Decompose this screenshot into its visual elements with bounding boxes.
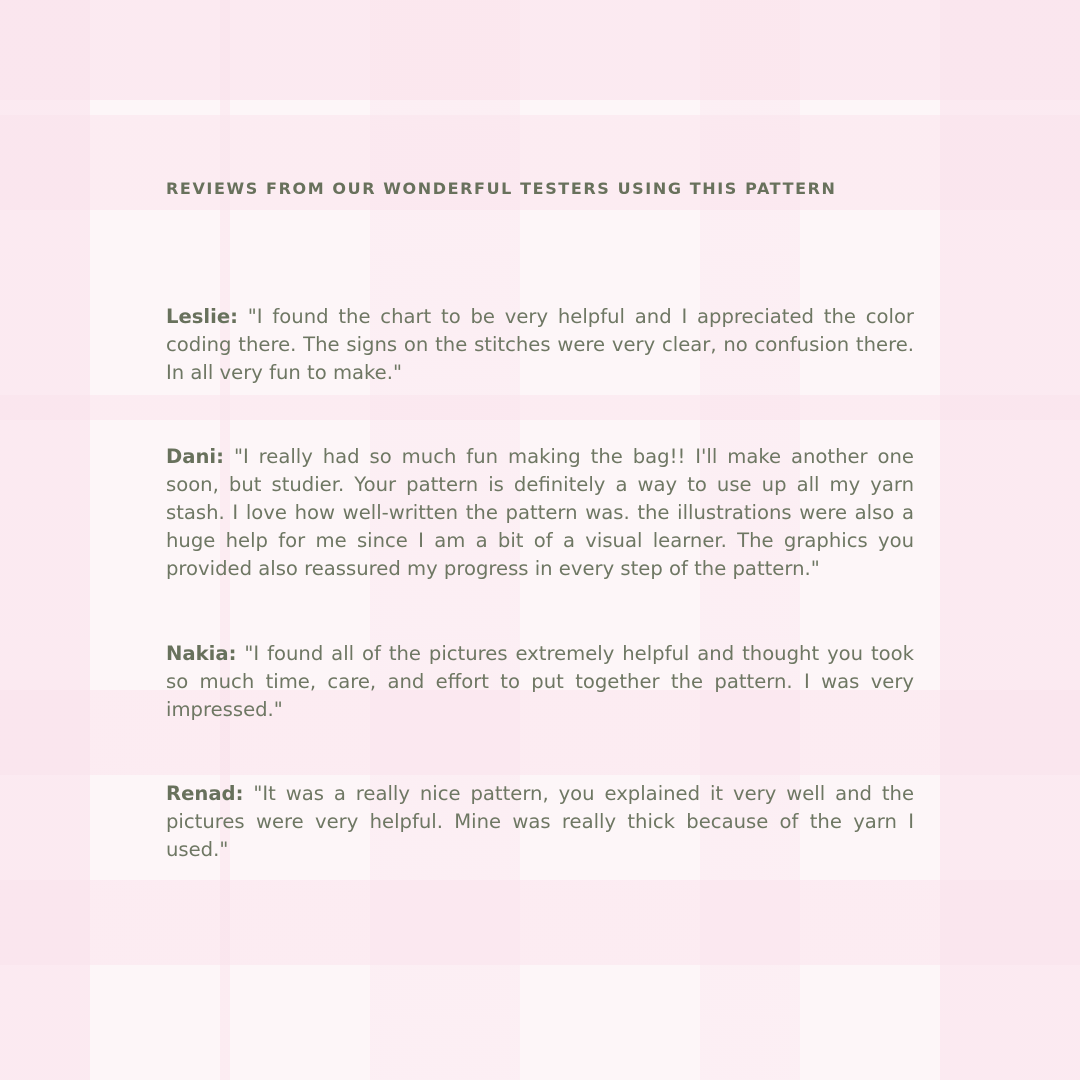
review-text: "I really had so much fun making the bag!! I'll make another one soon, but studier. Your pattern is definitely a way to use up all my yarn stash. I love how well-written the pattern was. the illustrations were also a huge help for me since I am a bit of a visual learner. The graphics you provided also reassured my progress in every step of the pattern." — [166, 445, 914, 580]
reviewer-name: Dani: — [166, 445, 224, 468]
review-text: "I found all of the pictures extremely helpful and thought you took so much time, care, and effort to put together the pattern. I was very impressed." — [166, 642, 914, 721]
reviewer-name: Nakia: — [166, 642, 237, 665]
review-item — [166, 780, 914, 864]
review-item — [166, 443, 914, 583]
review-text: "I found the chart to be very helpful and I appreciated the color coding there. The signs on the stitches were very clear, no confusion there. In all very fun to make." — [166, 305, 914, 384]
reviewer-name: Renad: — [166, 782, 244, 805]
review-item — [166, 303, 914, 387]
review-text: "It was a really nice pattern, you explained it very well and the pictures were very helpful. Mine was really thick because of the yarn I used." — [166, 782, 914, 861]
reviewer-name: Leslie: — [166, 305, 238, 328]
review-item — [166, 640, 914, 724]
page-heading: REVIEWS FROM OUR WONDERFUL TESTERS USING THIS PATTERN — [166, 179, 837, 198]
